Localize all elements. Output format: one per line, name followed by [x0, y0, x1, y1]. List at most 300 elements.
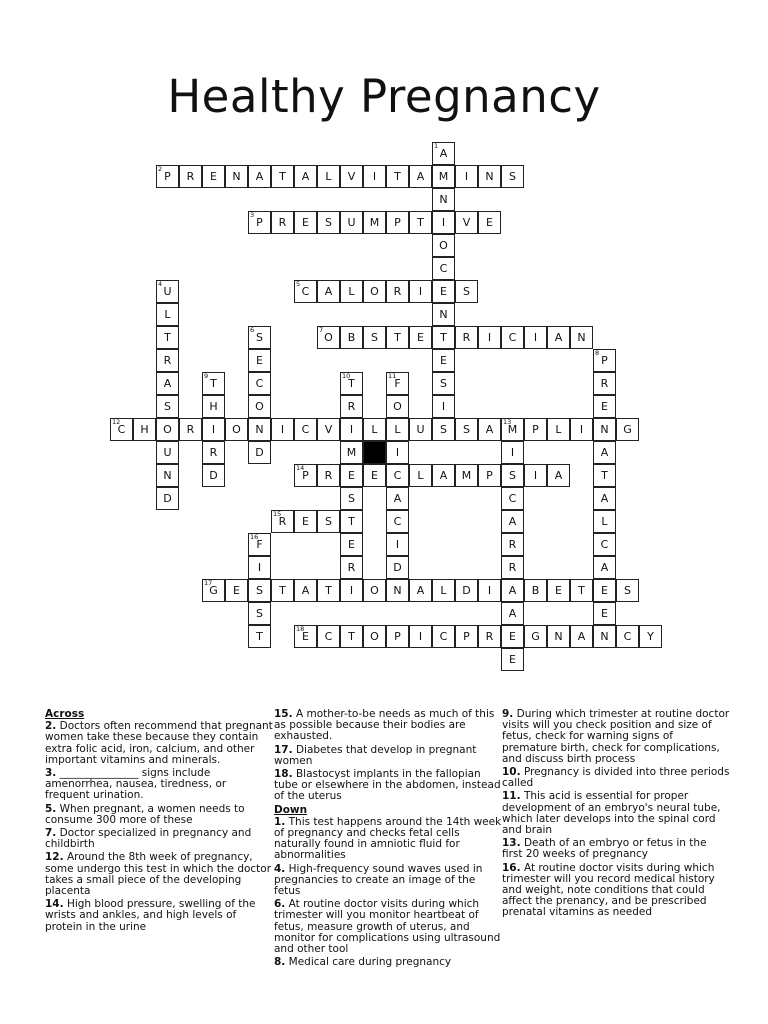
grid-cell[interactable]	[501, 556, 524, 579]
cell-letter: D	[163, 492, 172, 505]
grid-cell[interactable]	[501, 418, 524, 441]
grid-cell[interactable]	[340, 326, 363, 349]
cell-letter: U	[163, 285, 172, 298]
grid-cell[interactable]	[432, 142, 455, 165]
grid-cell[interactable]	[179, 165, 202, 188]
cell-letter: T	[279, 584, 286, 597]
clue-number: 10.	[502, 766, 521, 779]
grid-cell[interactable]	[616, 579, 639, 602]
grid-cell[interactable]	[294, 280, 317, 303]
grid-cell[interactable]	[547, 625, 570, 648]
grid-cell[interactable]	[317, 464, 340, 487]
grid-cell[interactable]	[432, 395, 455, 418]
cell-letter: A	[416, 170, 425, 183]
grid-cell[interactable]	[156, 441, 179, 464]
cell-letter: N	[577, 331, 586, 344]
clue-item	[45, 852, 273, 897]
clue-item	[274, 864, 502, 898]
grid-cell[interactable]	[294, 510, 317, 533]
grid-cell[interactable]	[317, 510, 340, 533]
grid-cell[interactable]	[570, 625, 593, 648]
cell-letter: O	[370, 285, 379, 298]
grid-cell[interactable]	[202, 395, 225, 418]
grid-cell[interactable]	[317, 165, 340, 188]
grid-cell[interactable]	[432, 188, 455, 211]
cell-letter: C	[117, 423, 126, 436]
clue-number: 15.	[274, 708, 293, 720]
grid-cell[interactable]	[386, 556, 409, 579]
cell-letter: I	[464, 170, 469, 183]
grid-cell[interactable]	[593, 395, 616, 418]
grid-cell[interactable]	[593, 556, 616, 579]
clue-number: 9.	[502, 708, 514, 720]
grid-cell[interactable]	[317, 579, 340, 602]
clue-item	[274, 709, 502, 743]
grid-cell[interactable]	[570, 326, 593, 349]
cell-letter: O	[163, 423, 172, 436]
cell-letter: N	[485, 170, 494, 183]
grid-cell[interactable]	[386, 510, 409, 533]
clue-text: High blood pressure, swelling of the wrists and ankles, and high levels of protein in the urine	[45, 898, 256, 933]
grid-cell[interactable]	[294, 165, 317, 188]
grid-cell[interactable]	[455, 280, 478, 303]
grid-cell[interactable]	[593, 533, 616, 556]
grid-cell[interactable]	[432, 625, 455, 648]
grid-cell[interactable]	[340, 441, 363, 464]
grid-cell[interactable]	[133, 418, 156, 441]
grid-cell[interactable]	[248, 372, 271, 395]
cell-letter: R	[508, 561, 517, 574]
cell-letter: I	[487, 584, 492, 597]
grid-cell[interactable]	[363, 418, 386, 441]
grid-cell[interactable]	[501, 165, 524, 188]
cell-letter: E	[601, 400, 608, 413]
cell-letter: I	[487, 331, 492, 344]
grid-cell[interactable]	[593, 349, 616, 372]
grid-cell[interactable]	[593, 487, 616, 510]
grid-cell[interactable]	[271, 510, 294, 533]
cell-letter: E	[233, 584, 240, 597]
cell-letter: I	[579, 423, 584, 436]
grid-cell[interactable]	[593, 441, 616, 464]
cell-letter: S	[509, 469, 516, 482]
grid-cell[interactable]	[455, 625, 478, 648]
grid-cell[interactable]	[432, 234, 455, 257]
cell-letter: R	[209, 446, 218, 459]
grid-cell[interactable]	[202, 441, 225, 464]
grid-cell[interactable]	[363, 211, 386, 234]
cell-letter: H	[140, 423, 149, 436]
grid-cell[interactable]	[432, 372, 455, 395]
grid-cell[interactable]	[317, 418, 340, 441]
grid-cell[interactable]	[386, 441, 409, 464]
clue-number-label: 2	[158, 165, 163, 173]
cell-letter: T	[210, 377, 217, 390]
cell-letter: A	[255, 170, 264, 183]
cell-letter: T	[394, 170, 401, 183]
grid-cell[interactable]	[455, 326, 478, 349]
grid-cell[interactable]	[547, 464, 570, 487]
grid-cell[interactable]	[340, 533, 363, 556]
grid-cell[interactable]	[156, 165, 179, 188]
grid-cell[interactable]	[386, 418, 409, 441]
clue-number-label: 12	[112, 418, 121, 426]
grid-cell[interactable]	[340, 418, 363, 441]
grid-cell[interactable]	[248, 165, 271, 188]
clues-column-2	[274, 709, 502, 970]
clue-number: 8.	[274, 956, 286, 969]
grid-cell[interactable]	[593, 464, 616, 487]
grid-cell[interactable]	[593, 418, 616, 441]
grid-cell[interactable]	[317, 625, 340, 648]
grid-cell[interactable]	[593, 602, 616, 625]
cell-letter: R	[485, 630, 494, 643]
clue-number: 5.	[45, 802, 57, 815]
cell-letter: T	[578, 584, 585, 597]
grid-cell[interactable]	[317, 326, 340, 349]
cell-letter: C	[301, 423, 310, 436]
grid-cell[interactable]	[363, 165, 386, 188]
cell-letter: E	[371, 469, 378, 482]
grid-block-cell	[363, 441, 386, 464]
grid-cell[interactable]	[570, 579, 593, 602]
cell-letter: R	[462, 331, 471, 344]
puzzle-title: Healthy Pregnancy	[167, 70, 601, 123]
cell-letter: A	[508, 584, 517, 597]
cell-letter: F	[256, 538, 263, 551]
grid-cell[interactable]	[432, 280, 455, 303]
grid-cell[interactable]	[501, 464, 524, 487]
grid-cell[interactable]	[156, 464, 179, 487]
clue-number-label: 13	[503, 418, 512, 426]
grid-cell[interactable]	[455, 464, 478, 487]
grid-cell[interactable]	[478, 579, 501, 602]
cell-letter: A	[600, 446, 609, 459]
clue-item	[45, 721, 273, 766]
cell-letter: E	[348, 538, 355, 551]
grid-cell[interactable]	[409, 418, 432, 441]
grid-cell[interactable]	[248, 556, 271, 579]
clue-number: 1.	[274, 815, 286, 828]
cell-letter: S	[256, 331, 263, 344]
grid-cell[interactable]	[225, 418, 248, 441]
grid-cell[interactable]	[156, 303, 179, 326]
grid-cell[interactable]	[363, 326, 386, 349]
cell-letter: O	[393, 400, 402, 413]
grid-cell[interactable]	[202, 464, 225, 487]
grid-cell[interactable]	[340, 464, 363, 487]
grid-cell[interactable]	[455, 579, 478, 602]
grid-cell[interactable]	[547, 326, 570, 349]
clue-text: Around the 8th week of pregnancy, some undergo this test in which the doctor takes a small piece of the developing placenta	[45, 851, 272, 898]
grid-cell[interactable]	[409, 165, 432, 188]
cell-letter: R	[347, 561, 356, 574]
grid-cell[interactable]	[179, 418, 202, 441]
cell-letter: C	[508, 492, 517, 505]
grid-cell[interactable]	[501, 602, 524, 625]
grid-cell[interactable]	[409, 579, 432, 602]
grid-cell[interactable]	[409, 326, 432, 349]
grid-cell[interactable]	[501, 326, 524, 349]
cell-letter: E	[302, 216, 309, 229]
cell-letter: T	[164, 331, 171, 344]
grid-cell[interactable]	[432, 349, 455, 372]
grid-cell[interactable]	[202, 165, 225, 188]
cell-letter: I	[395, 538, 400, 551]
grid-cell[interactable]	[501, 625, 524, 648]
grid-cell[interactable]	[271, 579, 294, 602]
clue-text: Diabetes that develop in pregnant women	[274, 743, 477, 767]
grid-cell[interactable]	[478, 326, 501, 349]
cell-letter: U	[163, 446, 172, 459]
grid-cell[interactable]	[478, 418, 501, 441]
grid-cell[interactable]	[386, 165, 409, 188]
clue-item	[45, 768, 273, 802]
cell-letter: A	[301, 170, 310, 183]
grid-cell[interactable]	[616, 418, 639, 441]
grid-cell[interactable]	[363, 280, 386, 303]
grid-cell[interactable]	[386, 211, 409, 234]
grid-cell[interactable]	[501, 487, 524, 510]
grid-cell[interactable]	[271, 165, 294, 188]
grid-cell[interactable]	[593, 372, 616, 395]
cell-letter: O	[232, 423, 241, 436]
grid-cell[interactable]	[478, 211, 501, 234]
grid-cell[interactable]	[202, 418, 225, 441]
grid-cell[interactable]	[386, 372, 409, 395]
grid-cell[interactable]	[363, 464, 386, 487]
grid-cell[interactable]	[524, 464, 547, 487]
grid-cell[interactable]	[386, 487, 409, 510]
grid-cell[interactable]	[202, 579, 225, 602]
grid-cell[interactable]	[271, 418, 294, 441]
grid-cell[interactable]	[202, 372, 225, 395]
grid-cell[interactable]	[156, 326, 179, 349]
grid-cell[interactable]	[409, 625, 432, 648]
grid-cell[interactable]	[248, 441, 271, 464]
grid-cell[interactable]	[248, 211, 271, 234]
grid-cell[interactable]	[386, 395, 409, 418]
cell-letter: A	[163, 377, 172, 390]
grid-cell[interactable]	[432, 211, 455, 234]
cell-letter: L	[417, 469, 424, 482]
grid-cell[interactable]	[524, 326, 547, 349]
grid-cell[interactable]	[386, 464, 409, 487]
grid-cell[interactable]	[340, 487, 363, 510]
clue-item	[502, 791, 730, 836]
cell-letter: N	[600, 630, 609, 643]
grid-cell[interactable]	[501, 533, 524, 556]
clue-number-label: 16	[250, 533, 259, 541]
grid-cell[interactable]	[156, 280, 179, 303]
grid-cell[interactable]	[432, 165, 455, 188]
cell-letter: A	[554, 469, 563, 482]
grid-cell[interactable]	[409, 464, 432, 487]
grid-cell[interactable]	[156, 395, 179, 418]
grid-cell[interactable]	[524, 625, 547, 648]
cell-letter: D	[393, 561, 402, 574]
cell-letter: N	[600, 423, 609, 436]
grid-cell[interactable]	[432, 579, 455, 602]
grid-cell[interactable]	[248, 395, 271, 418]
grid-cell[interactable]	[386, 533, 409, 556]
clue-number: 3.	[45, 767, 57, 780]
grid-cell[interactable]	[340, 510, 363, 533]
grid-cell[interactable]	[593, 579, 616, 602]
grid-cell[interactable]	[248, 579, 271, 602]
grid-cell[interactable]	[340, 165, 363, 188]
grid-cell[interactable]	[340, 625, 363, 648]
grid-cell[interactable]	[340, 395, 363, 418]
grid-cell[interactable]	[409, 280, 432, 303]
clue-text: Medical care during pregnancy	[285, 956, 452, 969]
grid-cell[interactable]	[547, 418, 570, 441]
grid-cell[interactable]	[386, 280, 409, 303]
cell-letter: E	[509, 653, 516, 666]
grid-cell[interactable]	[478, 625, 501, 648]
grid-cell[interactable]	[386, 326, 409, 349]
grid-cell[interactable]	[478, 464, 501, 487]
grid-cell[interactable]	[340, 372, 363, 395]
cell-letter: N	[393, 584, 402, 597]
clue-item	[274, 769, 502, 803]
clue-number: 2.	[45, 720, 57, 733]
clue-item	[274, 745, 502, 767]
cell-letter: M	[507, 423, 518, 436]
grid-cell[interactable]	[409, 211, 432, 234]
grid-cell[interactable]	[501, 579, 524, 602]
grid-cell[interactable]	[547, 579, 570, 602]
cell-letter: I	[441, 400, 446, 413]
grid-cell[interactable]	[340, 556, 363, 579]
clue-item	[502, 767, 730, 789]
crossword-grid	[110, 142, 662, 694]
cell-letter: E	[486, 216, 493, 229]
grid-cell[interactable]	[248, 326, 271, 349]
grid-cell[interactable]	[501, 441, 524, 464]
grid-cell[interactable]	[386, 625, 409, 648]
grid-cell[interactable]	[639, 625, 662, 648]
clue-text: Blastocyst implants in the fallopian tube or elsewhere in the abdomen, instead of the uterus	[274, 768, 501, 803]
clue-number-label: 5	[296, 280, 301, 288]
clue-text: _______________ signs include amenorrhea, nausea, tiredness, or frequent urination.	[45, 767, 227, 802]
grid-cell[interactable]	[248, 602, 271, 625]
cell-letter: D	[209, 469, 218, 482]
grid-cell[interactable]	[432, 257, 455, 280]
cell-letter: S	[256, 607, 263, 620]
grid-cell[interactable]	[432, 418, 455, 441]
cell-letter: N	[554, 630, 563, 643]
cell-letter: C	[255, 377, 264, 390]
cell-letter: U	[347, 216, 356, 229]
grid-cell[interactable]	[156, 487, 179, 510]
cell-letter: N	[439, 308, 448, 321]
cell-letter: G	[531, 630, 540, 643]
clue-text: At routine doctor visits during which trimester will you monitor heartbeat of fetus, measure growth of uterus, and monitor for complications using ultrasound and other tool	[274, 898, 501, 956]
grid-cell[interactable]	[570, 418, 593, 441]
cell-letter: T	[279, 170, 286, 183]
cell-letter: E	[601, 584, 608, 597]
clues-column-1	[45, 709, 273, 935]
cell-letter: M	[438, 170, 449, 183]
grid-cell[interactable]	[432, 303, 455, 326]
cell-letter: C	[393, 515, 402, 528]
grid-cell[interactable]	[225, 165, 248, 188]
cell-letter: S	[325, 216, 332, 229]
cell-letter: O	[255, 400, 264, 413]
grid-cell[interactable]	[225, 579, 248, 602]
grid-cell[interactable]	[317, 280, 340, 303]
grid-cell[interactable]	[340, 280, 363, 303]
cell-letter: L	[325, 170, 332, 183]
grid-cell[interactable]	[248, 418, 271, 441]
grid-cell[interactable]	[340, 211, 363, 234]
grid-cell[interactable]	[294, 464, 317, 487]
cell-letter: R	[393, 285, 402, 298]
grid-cell[interactable]	[616, 625, 639, 648]
cell-letter: I	[349, 584, 354, 597]
grid-cell[interactable]	[363, 625, 386, 648]
cell-letter: A	[439, 147, 448, 160]
grid-cell[interactable]	[156, 372, 179, 395]
cell-letter: S	[463, 423, 470, 436]
clue-number-label: 17	[204, 579, 213, 587]
grid-cell[interactable]	[156, 349, 179, 372]
grid-cell[interactable]	[455, 165, 478, 188]
grid-cell[interactable]	[317, 211, 340, 234]
grid-cell[interactable]	[294, 418, 317, 441]
cell-letter: P	[394, 216, 401, 229]
cell-letter: S	[256, 584, 263, 597]
cell-letter: D	[255, 446, 264, 459]
grid-cell[interactable]	[386, 579, 409, 602]
grid-cell[interactable]	[524, 579, 547, 602]
clue-item	[45, 804, 273, 826]
grid-cell[interactable]	[455, 418, 478, 441]
grid-cell[interactable]	[432, 326, 455, 349]
grid-cell[interactable]	[501, 510, 524, 533]
cell-letter: A	[485, 423, 494, 436]
cell-letter: E	[555, 584, 562, 597]
cell-letter: S	[440, 423, 447, 436]
cell-letter: R	[508, 538, 517, 551]
cell-letter: D	[462, 584, 471, 597]
clue-number-label: 9	[204, 372, 209, 380]
grid-cell[interactable]	[501, 648, 524, 671]
grid-cell[interactable]	[432, 464, 455, 487]
grid-cell[interactable]	[524, 418, 547, 441]
cell-letter: I	[257, 561, 262, 574]
grid-cell[interactable]	[294, 625, 317, 648]
grid-cell[interactable]	[294, 211, 317, 234]
grid-cell[interactable]	[593, 625, 616, 648]
grid-cell[interactable]	[340, 579, 363, 602]
grid-cell[interactable]	[156, 418, 179, 441]
grid-cell[interactable]	[593, 510, 616, 533]
grid-cell[interactable]	[363, 579, 386, 602]
grid-cell[interactable]	[455, 211, 478, 234]
clue-item	[502, 709, 730, 765]
cell-letter: O	[370, 630, 379, 643]
grid-cell[interactable]	[294, 579, 317, 602]
grid-cell[interactable]	[248, 625, 271, 648]
grid-cell[interactable]	[271, 211, 294, 234]
clues-column-3	[502, 709, 730, 921]
grid-cell[interactable]	[110, 418, 133, 441]
grid-cell[interactable]	[248, 349, 271, 372]
grid-cell[interactable]	[248, 533, 271, 556]
grid-cell[interactable]	[478, 165, 501, 188]
